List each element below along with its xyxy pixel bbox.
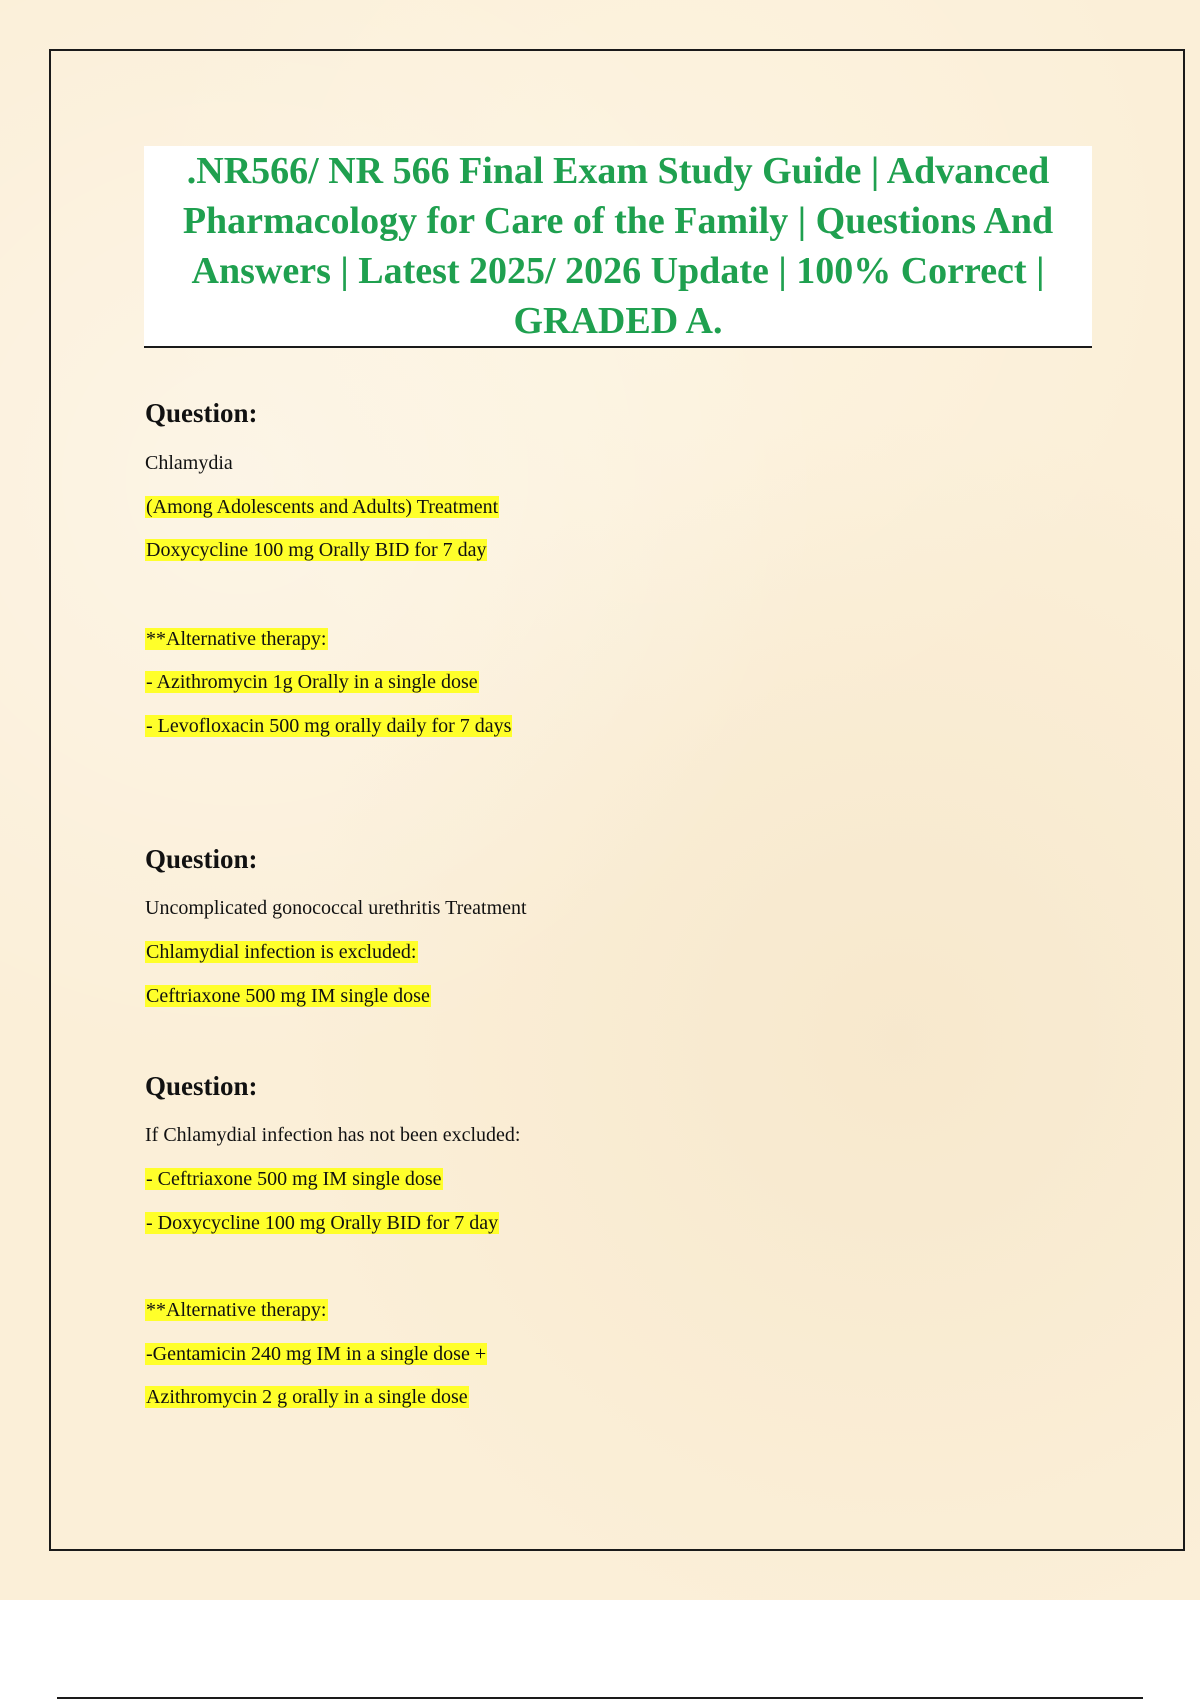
highlighted-answer: Azithromycin 2 g orally in a single dose [146, 1386, 468, 1408]
answer-line [145, 1341, 487, 1367]
question-heading: Question: [145, 398, 258, 428]
highlighted-answer: **Alternative therapy: [146, 1299, 327, 1321]
answer-line [145, 1384, 469, 1410]
title-box [144, 146, 1092, 348]
highlighted-answer: **Alternative therapy: [146, 628, 327, 650]
highlighted-answer: - Doxycycline 100 mg Orally BID for 7 day [146, 1212, 499, 1234]
answer-line [145, 713, 512, 739]
answer-line [145, 1166, 443, 1192]
question-prompt: Chlamydia [145, 452, 233, 474]
question-heading: Question: [145, 1071, 258, 1101]
answer-line [145, 537, 487, 563]
answer-line [145, 983, 431, 1009]
answer-line [145, 1297, 328, 1323]
highlighted-answer: -Gentamicin 240 mg IM in a single dose + [146, 1343, 487, 1365]
highlighted-answer: - Azithromycin 1g Orally in a single dose [146, 671, 478, 693]
question-heading: Question: [145, 844, 258, 874]
question-prompt: Uncomplicated gonococcal urethritis Treatment [145, 897, 527, 919]
answer-line [145, 1210, 499, 1236]
answer-line [145, 669, 479, 695]
answer-line [145, 626, 328, 652]
page-footer-divider [57, 1697, 1143, 1699]
highlighted-answer: Chlamydial infection is excluded: [146, 941, 417, 963]
answer-line [145, 494, 499, 520]
document-title: .NR566/ NR 566 Final Exam Study Guide | Advanced Pharmacology for Care of the Family | Questions And Answers | Latest 2025/ 2026 Update | 100% Correct | GRADED A. [182, 150, 1054, 342]
highlighted-answer: Ceftriaxone 500 mg IM single dose [146, 985, 430, 1007]
answer-line [145, 939, 418, 965]
highlighted-answer: - Levofloxacin 500 mg orally daily for 7 days [146, 715, 512, 737]
question-prompt: If Chlamydial infection has not been excluded: [145, 1124, 521, 1146]
highlighted-answer: - Ceftriaxone 500 mg IM single dose [146, 1168, 442, 1190]
highlighted-answer: Doxycycline 100 mg Orally BID for 7 day [146, 539, 487, 561]
highlighted-answer: (Among Adolescents and Adults) Treatment [146, 496, 499, 518]
